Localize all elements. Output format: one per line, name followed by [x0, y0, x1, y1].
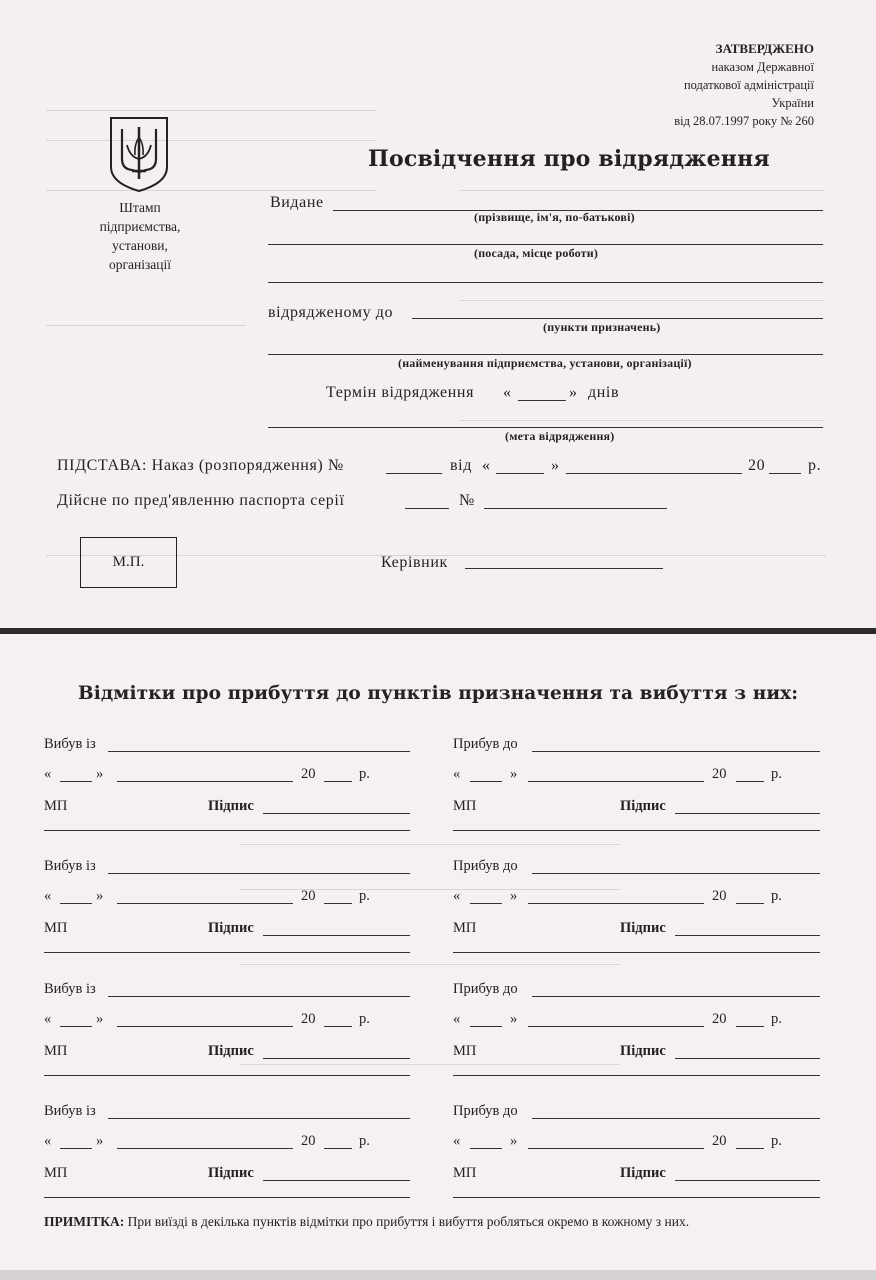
arrived-year-field[interactable] — [736, 1148, 764, 1149]
year-suffix: р. — [359, 1133, 370, 1149]
organization-hint: (найменування підприємства, установи, організації) — [398, 356, 692, 370]
stamp-line: організації — [108, 257, 172, 272]
quote-close: » — [551, 457, 560, 474]
approval-line: від 28.07.1997 року № 260 — [674, 114, 814, 128]
divider — [44, 830, 410, 831]
departed-signature-field[interactable] — [263, 1058, 410, 1059]
mp-label: МП — [44, 1043, 68, 1059]
head-label: Керівник — [381, 554, 448, 571]
arrived-place-field[interactable] — [532, 1118, 820, 1119]
quote-open: « — [44, 1011, 52, 1027]
quote-open: « — [453, 1011, 461, 1027]
arrived-day-field[interactable] — [470, 1148, 502, 1149]
departed-signature-field[interactable] — [263, 1180, 410, 1181]
organization-field[interactable] — [268, 354, 823, 355]
year-suffix: р. — [771, 888, 782, 904]
departed-label: Вибув із — [44, 981, 96, 997]
stamp-line: підприємства, — [99, 219, 181, 234]
order-day-field[interactable] — [496, 473, 544, 474]
order-number-field[interactable] — [386, 473, 442, 474]
quote-open: « — [503, 384, 512, 401]
year-prefix: 20 — [301, 888, 316, 904]
arrived-month-field[interactable] — [528, 781, 704, 782]
arrived-day-field[interactable] — [470, 1026, 502, 1027]
departed-place-field[interactable] — [108, 1118, 410, 1119]
arrived-place-field[interactable] — [532, 873, 820, 874]
signature-label: Підпис — [208, 798, 254, 814]
mp-label: МП — [44, 920, 68, 936]
arrived-signature-field[interactable] — [675, 1058, 820, 1059]
arrived-day-field[interactable] — [470, 903, 502, 904]
year-suffix: р. — [359, 766, 370, 782]
arrived-year-field[interactable] — [736, 1026, 764, 1027]
days-label: днів — [588, 384, 620, 401]
arrived-day-field[interactable] — [470, 781, 502, 782]
quote-open: « — [482, 457, 491, 474]
term-days-field[interactable] — [518, 400, 566, 401]
quote-close: » — [510, 1133, 518, 1149]
signature-label: Підпис — [208, 920, 254, 936]
mp-label: МП — [44, 798, 68, 814]
arrived-label: Прибув до — [453, 858, 518, 874]
departed-year-field[interactable] — [324, 781, 352, 782]
departed-month-field[interactable] — [117, 903, 293, 904]
year-suffix: р. — [359, 1011, 370, 1027]
arrived-label: Прибув до — [453, 981, 518, 997]
year-suffix: р. — [359, 888, 370, 904]
year-suffix: р. — [808, 457, 822, 474]
marks-title: Відмітки про прибуття до пунктів призначення та вибуття з них: — [78, 683, 799, 704]
approval-line: наказом Державної — [711, 60, 814, 74]
year-prefix: 20 — [712, 1133, 727, 1149]
departed-place-field[interactable] — [108, 996, 410, 997]
departed-label: Вибув із — [44, 1103, 96, 1119]
quote-close: » — [96, 1011, 104, 1027]
ghost-line — [240, 964, 620, 965]
ghost-line — [240, 1064, 620, 1065]
quote-open: « — [453, 766, 461, 782]
departed-month-field[interactable] — [117, 1148, 293, 1149]
departed-signature-field[interactable] — [263, 935, 410, 936]
quote-open: « — [44, 1133, 52, 1149]
purpose-hint: (мета відрядження) — [505, 429, 615, 443]
number-sign: № — [459, 492, 475, 509]
note-text: При виїзді в декілька пунктів відмітки про прибуття і вибуття робляться окремо в кожному з них. — [124, 1214, 690, 1229]
departed-signature-field[interactable] — [263, 813, 410, 814]
ghost-line — [460, 190, 825, 191]
seal-box — [80, 537, 177, 588]
year-prefix: 20 — [712, 1011, 727, 1027]
departed-day-field[interactable] — [60, 903, 92, 904]
year-prefix: 20 — [301, 1011, 316, 1027]
certificate-title: Посвідчення про відрядження — [368, 146, 770, 172]
arrived-signature-field[interactable] — [675, 935, 820, 936]
order-month-field[interactable] — [566, 473, 742, 474]
position-field[interactable] — [268, 244, 823, 245]
arrived-label: Прибув до — [453, 1103, 518, 1119]
arrived-label: Прибув до — [453, 736, 518, 752]
divider — [44, 1075, 410, 1076]
quote-open: « — [453, 888, 461, 904]
passport-series-field[interactable] — [405, 508, 449, 509]
quote-close: » — [510, 766, 518, 782]
stamp-caption — [70, 198, 210, 274]
signature-label: Підпис — [620, 1165, 666, 1181]
stamp-line: Штамп — [119, 200, 161, 215]
head-signature-field[interactable] — [465, 568, 663, 569]
departed-label: Вибув із — [44, 858, 96, 874]
year-suffix: р. — [771, 766, 782, 782]
sent-to-label: відрядженому до — [268, 304, 394, 321]
divider — [44, 1197, 410, 1198]
arrived-month-field[interactable] — [528, 903, 704, 904]
quote-close: » — [96, 888, 104, 904]
year-prefix: 20 — [748, 457, 766, 474]
departed-day-field[interactable] — [60, 1026, 92, 1027]
divider — [453, 830, 820, 831]
departed-day-field[interactable] — [60, 781, 92, 782]
divider — [453, 952, 820, 953]
destinations-hint: (пункти призначень) — [543, 320, 661, 334]
departed-day-field[interactable] — [60, 1148, 92, 1149]
quote-open: « — [453, 1133, 461, 1149]
arrived-month-field[interactable] — [528, 1148, 704, 1149]
mp-label: МП — [453, 1043, 477, 1059]
arrived-place-field[interactable] — [532, 996, 820, 997]
quote-close: » — [510, 888, 518, 904]
approval-line: податкової адміністрації — [683, 78, 814, 92]
divider — [453, 1197, 820, 1198]
passport-number-field[interactable] — [484, 508, 667, 509]
bottom-edge — [0, 1270, 876, 1280]
divider — [453, 1075, 820, 1076]
departed-year-field[interactable] — [324, 1148, 352, 1149]
quote-close: » — [510, 1011, 518, 1027]
ghost-line — [240, 844, 620, 845]
extra-field[interactable] — [268, 282, 823, 283]
note-bold: ПРИМІТКА: — [44, 1214, 125, 1229]
arrived-month-field[interactable] — [528, 1026, 704, 1027]
year-suffix: р. — [771, 1011, 782, 1027]
departed-place-field[interactable] — [108, 751, 410, 752]
quote-close: » — [569, 384, 578, 401]
mp-label: МП — [44, 1165, 68, 1181]
departed-place-field[interactable] — [108, 873, 410, 874]
position-hint: (посада, місце роботи) — [474, 246, 599, 260]
ghost-line — [46, 190, 376, 191]
seal-label: М.П. — [112, 554, 145, 570]
ghost-line — [46, 110, 376, 111]
departed-year-field[interactable] — [324, 903, 352, 904]
departed-label: Вибув із — [44, 736, 96, 752]
year-prefix: 20 — [712, 888, 727, 904]
term-label: Термін відрядження — [326, 384, 475, 401]
issued-hint: (прізвище, ім'я, по-батькові) — [474, 210, 635, 224]
ghost-line — [460, 300, 825, 301]
divider — [44, 952, 410, 953]
ghost-line — [46, 140, 376, 141]
mp-label: МП — [453, 798, 477, 814]
signature-label: Підпис — [620, 1043, 666, 1059]
purpose-field[interactable] — [268, 427, 823, 428]
departed-year-field[interactable] — [324, 1026, 352, 1027]
passport-label: Дійсне по пред'явленню паспорта серії — [57, 492, 345, 509]
coat-of-arms-icon — [108, 115, 170, 193]
quote-close: » — [96, 766, 104, 782]
arrived-signature-field[interactable] — [675, 1180, 820, 1181]
issued-label: Видане — [270, 194, 324, 211]
stamp-line: установи, — [112, 238, 168, 253]
ghost-line — [460, 420, 825, 421]
certificate-page — [0, 0, 876, 628]
quote-open: « — [44, 766, 52, 782]
mp-label: МП — [453, 1165, 477, 1181]
signature-label: Підпис — [620, 920, 666, 936]
destinations-field[interactable] — [412, 318, 823, 319]
year-prefix: 20 — [301, 766, 316, 782]
order-year-field[interactable] — [769, 473, 801, 474]
signature-label: Підпис — [208, 1165, 254, 1181]
approval-line: України — [771, 96, 814, 110]
ghost-line — [46, 325, 246, 326]
approval-title: ЗАТВЕРДЖЕНО — [715, 41, 814, 56]
year-prefix: 20 — [712, 766, 727, 782]
quote-open: « — [44, 888, 52, 904]
signature-label: Підпис — [620, 798, 666, 814]
departed-month-field[interactable] — [117, 1026, 293, 1027]
ghost-line — [240, 889, 620, 890]
mp-label: МП — [453, 920, 477, 936]
signature-label: Підпис — [208, 1043, 254, 1059]
departed-month-field[interactable] — [117, 781, 293, 782]
from-label: від — [450, 457, 472, 474]
quote-close: » — [96, 1133, 104, 1149]
arrived-year-field[interactable] — [736, 903, 764, 904]
year-prefix: 20 — [301, 1133, 316, 1149]
arrived-year-field[interactable] — [736, 781, 764, 782]
arrived-signature-field[interactable] — [675, 813, 820, 814]
arrived-place-field[interactable] — [532, 751, 820, 752]
year-suffix: р. — [771, 1133, 782, 1149]
approval-block — [674, 40, 814, 130]
marks-note — [44, 1214, 689, 1230]
basis-label: ПІДСТАВА: Наказ (розпорядження) № — [57, 457, 344, 474]
